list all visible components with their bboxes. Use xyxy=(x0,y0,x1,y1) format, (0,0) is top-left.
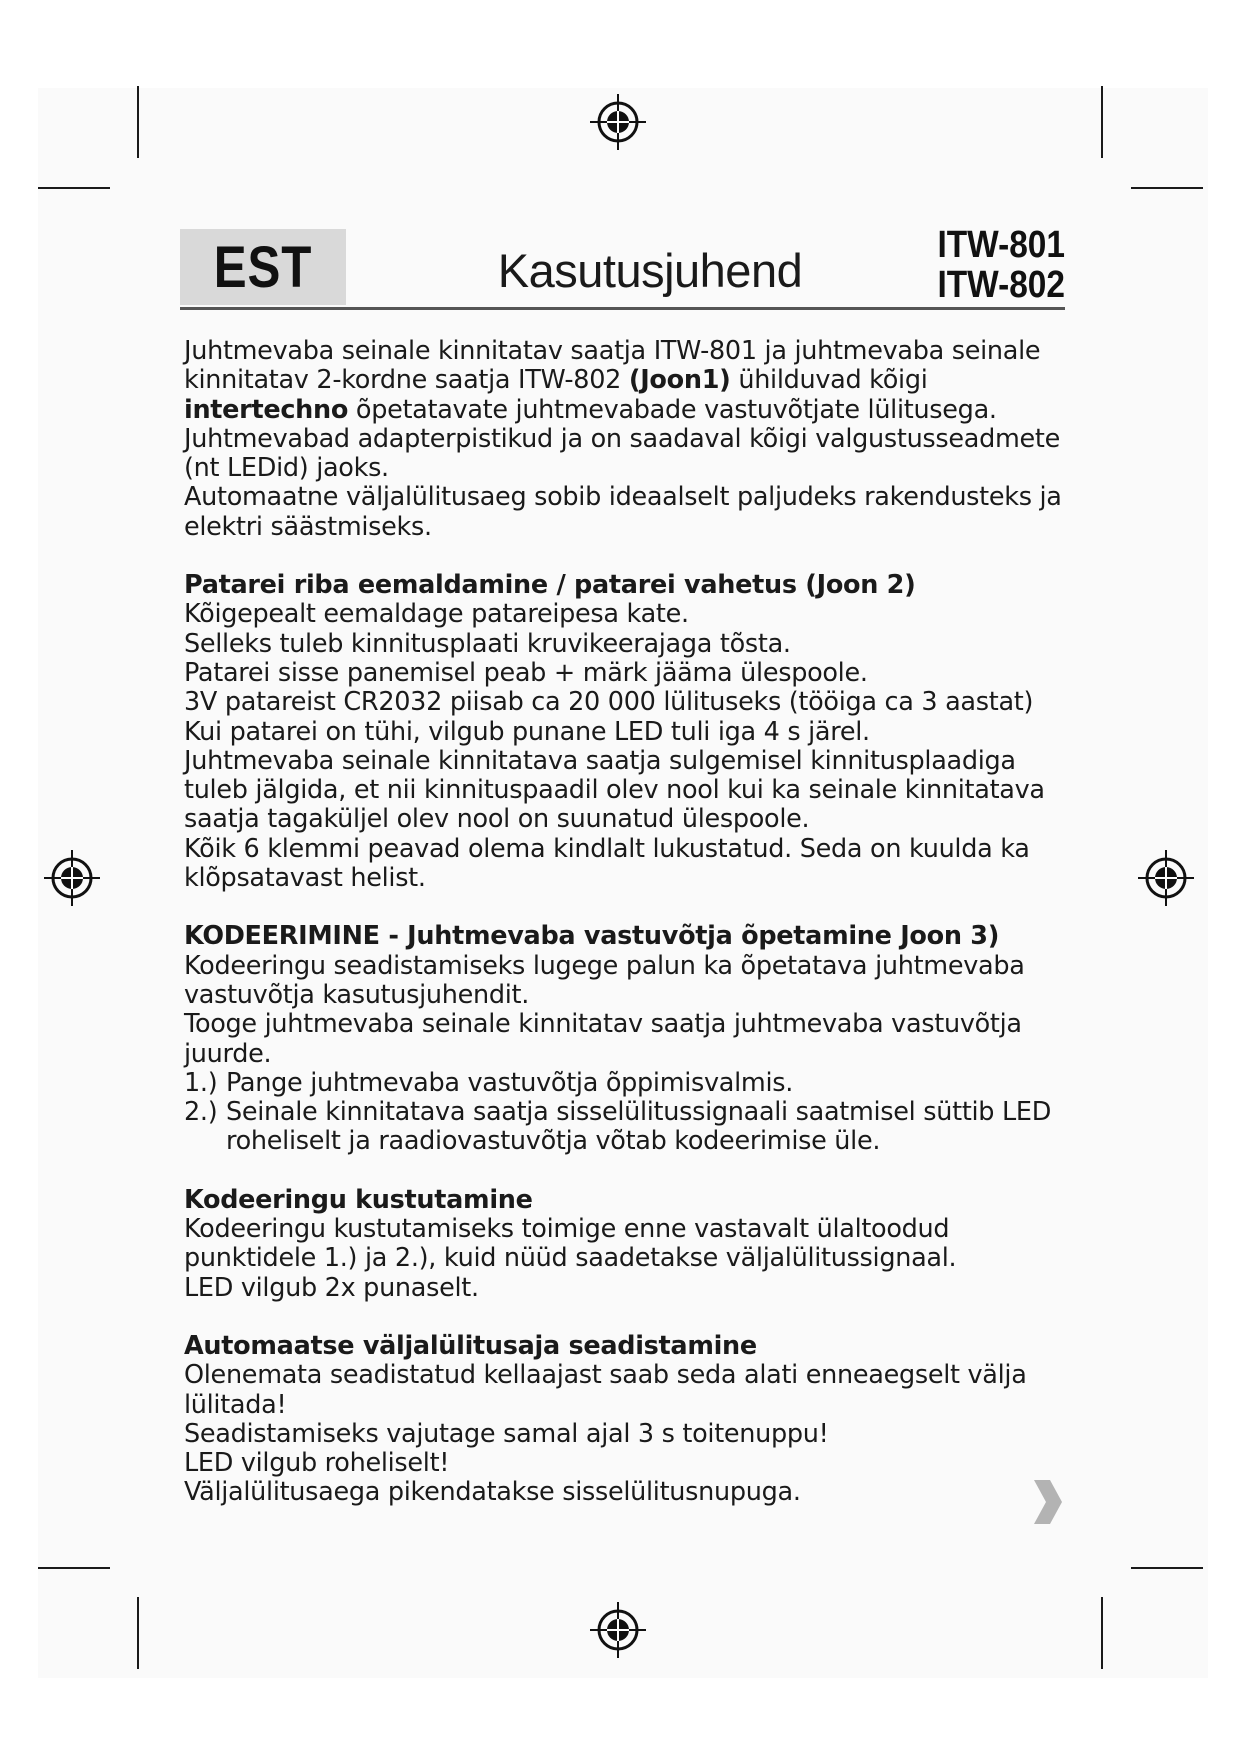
battery-line: Kõigepealt eemaldage patareipesa kate. xyxy=(184,599,689,630)
intro-text: Juhtmevaba seinale kinnitatav saatja ITW-801 ja juhtmevaba seinale kinnitatav 2-kordne saatja ITW-802 xyxy=(184,336,1041,396)
model-number: ITW-801 xyxy=(937,224,1065,266)
document-body xyxy=(184,337,1084,1508)
intro-paragraph: Automaatne väljalülitusaeg sobib ideaalselt paljudeks rakendusteks ja elektri säästmiseks. xyxy=(184,482,1062,542)
list-item xyxy=(184,1098,1084,1157)
section-heading-delete: Kodeeringu kustutamine xyxy=(184,1184,533,1215)
list-text: Seinale kinnitatava saatja sisselülitussignaali saatmisel süttib LED roheliselt ja raadiovastuvõtja võtab kodeerimise üle. xyxy=(226,1097,1052,1157)
intro-text: õpetatavate juhtmevabade vastuvõtjate lülitusega. xyxy=(348,394,997,425)
model-number: ITW-802 xyxy=(937,264,1065,306)
section-heading-coding: KODEERIMINE - Juhtmevaba vastuvõtja õpetamine Joon 3) xyxy=(184,921,1000,952)
brand-name: intertechno xyxy=(184,394,349,425)
registration-mark-icon xyxy=(588,92,648,152)
autooff-line: Olenemata seadistatud kellaajast saab seda alati enneaegselt välja lülitada! xyxy=(184,1360,1027,1420)
coding-line: Tooge juhtmevaba seinale kinnitatav saatja juhtmevaba vastuvõtja juurde. xyxy=(184,1009,1022,1069)
registration-mark-icon xyxy=(1136,848,1196,908)
document-header xyxy=(180,225,1065,309)
list-text: Pange juhtmevaba vastuvõtja õppimisvalmis. xyxy=(226,1067,794,1098)
crop-mark xyxy=(38,1567,110,1569)
crop-mark xyxy=(1131,187,1203,189)
battery-line: Kui patarei on tühi, vilgub punane LED tuli iga 4 s järel. xyxy=(184,716,870,747)
section-heading-autooff: Automaatse väljalülitusaja seadistamine xyxy=(184,1330,757,1361)
language-code: EST xyxy=(213,234,313,300)
delete-line: Kodeeringu kustutamiseks toimige enne vastavalt ülaltoodud punktidele 1.) ja 2.), kuid nüüd saadetakse väljalülitussignaal. xyxy=(184,1214,957,1274)
language-badge xyxy=(180,229,346,305)
crop-mark xyxy=(38,187,110,189)
battery-line: Patarei sisse panemisel peab + märk jääma ülespoole. xyxy=(184,657,868,688)
crop-mark xyxy=(1131,1567,1203,1569)
autooff-line: Seadistamiseks vajutage samal ajal 3 s toitenuppu! xyxy=(184,1418,829,1449)
figure-reference: (Joon1) xyxy=(628,365,731,396)
coding-line: Kodeeringu seadistamiseks lugege palun ka õpetatava juhtmevaba vastuvõtja kasutusjuhendit. xyxy=(184,950,1025,1010)
crop-mark xyxy=(137,1597,139,1669)
delete-line: LED vilgub 2x punaselt. xyxy=(184,1272,479,1303)
page-title: Kasutusjuhend xyxy=(497,244,803,297)
battery-line: Kõik 6 klemmi peavad olema kindlalt lukustatud. Seda on kuulda ka klõpsatavast helist. xyxy=(184,833,1030,894)
list-item xyxy=(184,1069,1084,1098)
autooff-line: Väljalülitusaega pikendatakse sisselülitusnupuga. xyxy=(184,1477,801,1508)
section-heading-battery: Patarei riba eemaldamine / patarei vahetus (Joon 2) xyxy=(184,570,916,601)
crop-mark xyxy=(1101,1597,1103,1669)
battery-line: Juhtmevaba seinale kinnitatava saatja sulgemisel kinnitusplaadiga tuleb jälgida, et nii kinnituspaadil olev nool kui ka seinale kinnitatava saatja tagaküljel olev nool on suunatud ülespoole. xyxy=(184,745,1045,835)
chevron-right-icon[interactable] xyxy=(1026,1474,1066,1530)
battery-line: 3V patareist CR2032 piisab ca 20 000 lülituseks (tööiga ca 3 aastat) xyxy=(184,687,1034,718)
model-numbers xyxy=(889,225,1065,305)
list-number: 2.) xyxy=(184,1097,218,1128)
intro-paragraph xyxy=(184,337,1084,425)
autooff-line: LED vilgub roheliselt! xyxy=(184,1448,450,1479)
list-number: 1.) xyxy=(184,1067,218,1098)
intro-paragraph: Juhtmevabad adapterpistikud ja on saadaval kõigi valgustusseadmete (nt LEDid) jaoks. xyxy=(184,423,1061,484)
registration-mark-icon xyxy=(42,848,102,908)
crop-mark xyxy=(137,86,139,158)
intro-text: ühilduvad kõigi xyxy=(730,365,928,396)
registration-mark-icon xyxy=(588,1600,648,1660)
header-divider xyxy=(180,307,1065,310)
battery-line: Selleks tuleb kinnitusplaati kruvikeerajaga tõsta. xyxy=(184,628,791,659)
crop-mark xyxy=(1101,86,1103,158)
